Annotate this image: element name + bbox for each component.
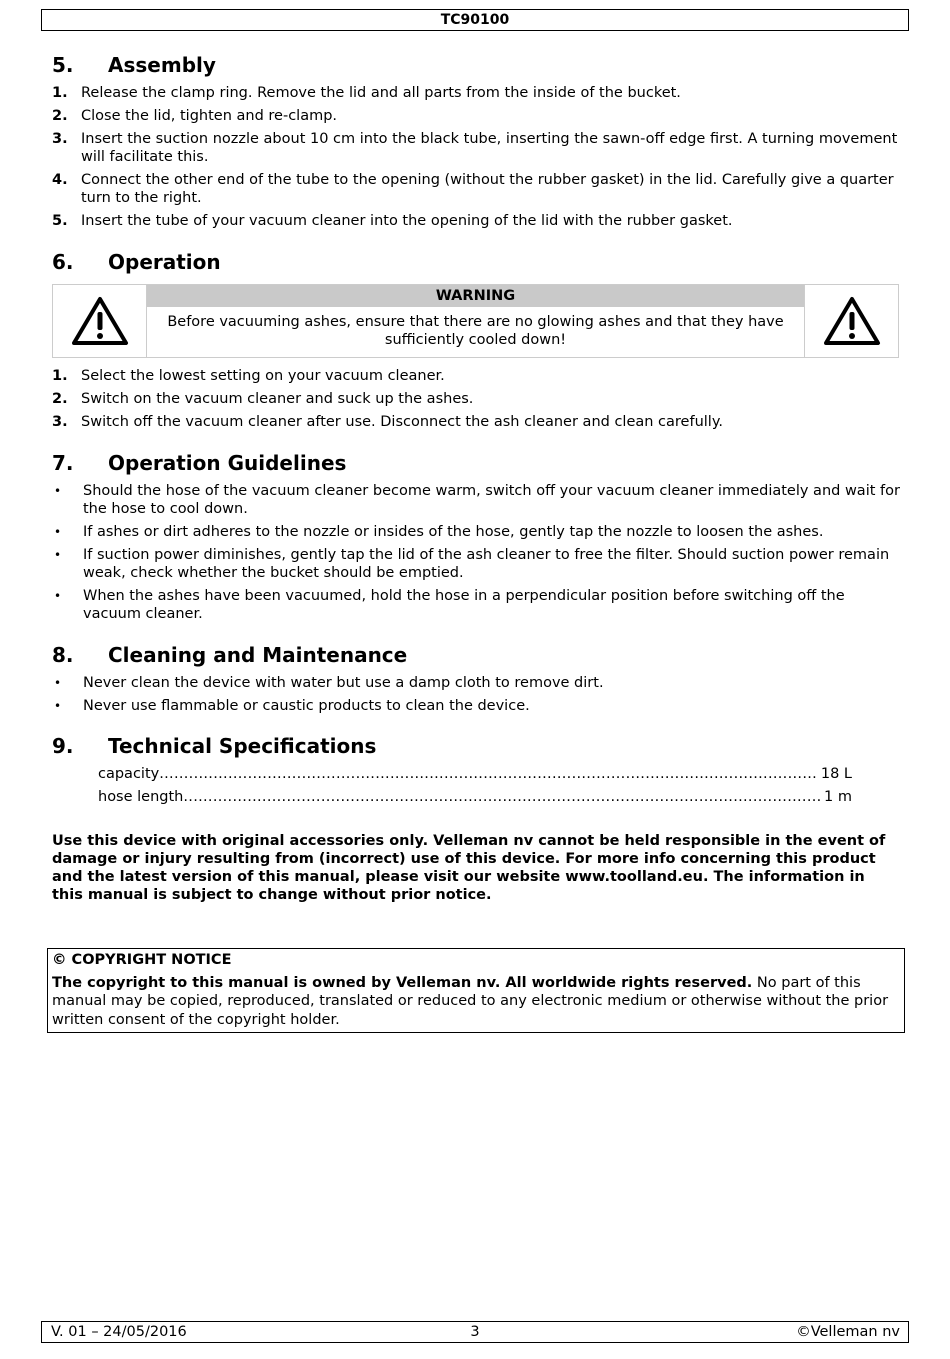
- list-item: [52, 482, 902, 518]
- spec-row: [98, 788, 852, 806]
- guidelines-list: [52, 482, 902, 623]
- bullet-icon: •: [54, 589, 62, 603]
- step-number: 2.: [52, 391, 68, 407]
- section-title: Operation Guidelines: [108, 451, 347, 475]
- section-number: 6.: [52, 250, 74, 274]
- list-item: [52, 523, 902, 541]
- footer-copyright: ©Velleman nv: [796, 1324, 900, 1340]
- section-number: 8.: [52, 643, 74, 667]
- main-content: [52, 40, 902, 904]
- list-item: [52, 367, 902, 385]
- list-item: [52, 130, 902, 166]
- bullet-text: Never use flammable or caustic products to clean the device.: [83, 698, 530, 714]
- warning-box: [52, 284, 899, 358]
- copyright-box: [47, 948, 905, 1033]
- list-item: [52, 697, 902, 715]
- step-text: Close the lid, tighten and re-clamp.: [81, 108, 338, 124]
- spec-label: capacity: [98, 766, 160, 782]
- warning-text: Before vacuuming ashes, ensure that there are no glowing ashes and that they have sufficiently cooled down!: [167, 314, 784, 348]
- step-number: 3.: [52, 131, 68, 147]
- step-number: 1.: [52, 368, 68, 384]
- list-item: [52, 546, 902, 582]
- operation-steps: [52, 367, 902, 431]
- bullet-text: Should the hose of the vacuum cleaner become warm, switch off your vacuum cleaner immediately and wait for the hose to cool down.: [83, 483, 900, 517]
- section-title: Technical Specifications: [108, 734, 377, 758]
- warning-icon: [805, 285, 898, 357]
- page-header: [41, 9, 909, 31]
- section-title: Cleaning and Maintenance: [108, 643, 408, 667]
- step-text: Insert the tube of your vacuum cleaner into the opening of the lid with the rubber gasket.: [81, 213, 733, 229]
- bullet-text: Never clean the device with water but use a damp cloth to remove dirt.: [83, 675, 604, 691]
- page-footer: [41, 1321, 909, 1343]
- step-text: Switch on the vacuum cleaner and suck up the ashes.: [81, 391, 474, 407]
- step-number: 4.: [52, 172, 68, 188]
- spec-list: [52, 765, 902, 806]
- copyright-text: [52, 974, 900, 1030]
- warning-title: WARNING: [147, 285, 804, 307]
- copyright-bold-text: The copyright to this manual is owned by Velleman nv. All worldwide rights reserved.: [52, 974, 753, 991]
- step-number: 3.: [52, 414, 68, 430]
- section-title: Assembly: [108, 53, 216, 77]
- list-item: [52, 84, 902, 102]
- spec-value: 1 m: [824, 789, 852, 805]
- leader-dots: [183, 788, 821, 806]
- warning-icon: [53, 285, 146, 357]
- cleaning-list: [52, 674, 902, 715]
- section-number: 7.: [52, 451, 74, 475]
- usage-notice: Use this device with original accessories only. Velleman nv cannot be held responsible in the event of damage or injury resulting from (incorrect) use of this device. For more info concerning this product and the latest version of this manual, please visit our website www.toolland.eu. The information in this manual is subject to change without prior notice.: [52, 833, 886, 903]
- list-item: [52, 171, 902, 207]
- list-item: [52, 413, 902, 431]
- bullet-icon: •: [54, 676, 62, 690]
- copyright-rest-text: No part of this manual may be copied, reproduced, translated or reduced to any electronic medium or otherwise without the prior written consent of the copyright holder.: [52, 974, 889, 1028]
- section-heading-cleaning: [52, 641, 902, 669]
- list-item: [52, 212, 902, 230]
- step-text: Select the lowest setting on your vacuum cleaner.: [81, 368, 445, 384]
- leader-dots: [159, 765, 818, 783]
- bullet-text: If suction power diminishes, gently tap the lid of the ash cleaner to free the filter. Should suction power remain weak, check whether the bucket should be emptied.: [83, 547, 890, 581]
- section-heading-specs: [52, 732, 902, 760]
- step-number: 1.: [52, 85, 68, 101]
- section-heading-operation: [52, 248, 902, 276]
- section-number: 5.: [52, 53, 74, 77]
- section-number: 9.: [52, 734, 74, 758]
- list-item: [52, 107, 902, 125]
- bullet-icon: •: [54, 525, 62, 539]
- bullet-text: If ashes or dirt adheres to the nozzle or insides of the hose, gently tap the nozzle to loosen the ashes.: [83, 524, 824, 540]
- warning-content: [146, 285, 805, 357]
- bullet-icon: •: [54, 699, 62, 713]
- section-heading-assembly: [52, 51, 902, 79]
- bullet-text: When the ashes have been vacuumed, hold the hose in a perpendicular position before switching off the vacuum cleaner.: [83, 588, 845, 622]
- assembly-steps: [52, 84, 902, 230]
- model-number: TC90100: [440, 12, 510, 28]
- spec-row: [98, 765, 852, 783]
- bullet-icon: •: [54, 484, 62, 498]
- step-text: Switch off the vacuum cleaner after use. Disconnect the ash cleaner and clean carefully.: [81, 414, 723, 430]
- list-item: [52, 674, 902, 692]
- spec-label: hose length: [98, 789, 184, 805]
- spec-value: 18 L: [820, 766, 852, 782]
- step-text: Insert the suction nozzle about 10 cm into the black tube, inserting the sawn-off edge first. A turning movement will facilitate this.: [81, 131, 898, 165]
- bullet-icon: •: [54, 548, 62, 562]
- copyright-heading: © COPYRIGHT NOTICE: [52, 952, 232, 968]
- step-text: Release the clamp ring. Remove the lid and all parts from the inside of the bucket.: [81, 85, 681, 101]
- step-text: Connect the other end of the tube to the opening (without the rubber gasket) in the lid. Carefully give a quarter turn to the right.: [81, 172, 894, 206]
- section-title: Operation: [108, 250, 221, 274]
- version-date: V. 01 – 24/05/2016: [51, 1324, 187, 1340]
- section-heading-guidelines: [52, 449, 902, 477]
- page-number: 3: [470, 1324, 480, 1340]
- list-item: [52, 587, 902, 623]
- step-number: 2.: [52, 108, 68, 124]
- list-item: [52, 390, 902, 408]
- step-number: 5.: [52, 213, 68, 229]
